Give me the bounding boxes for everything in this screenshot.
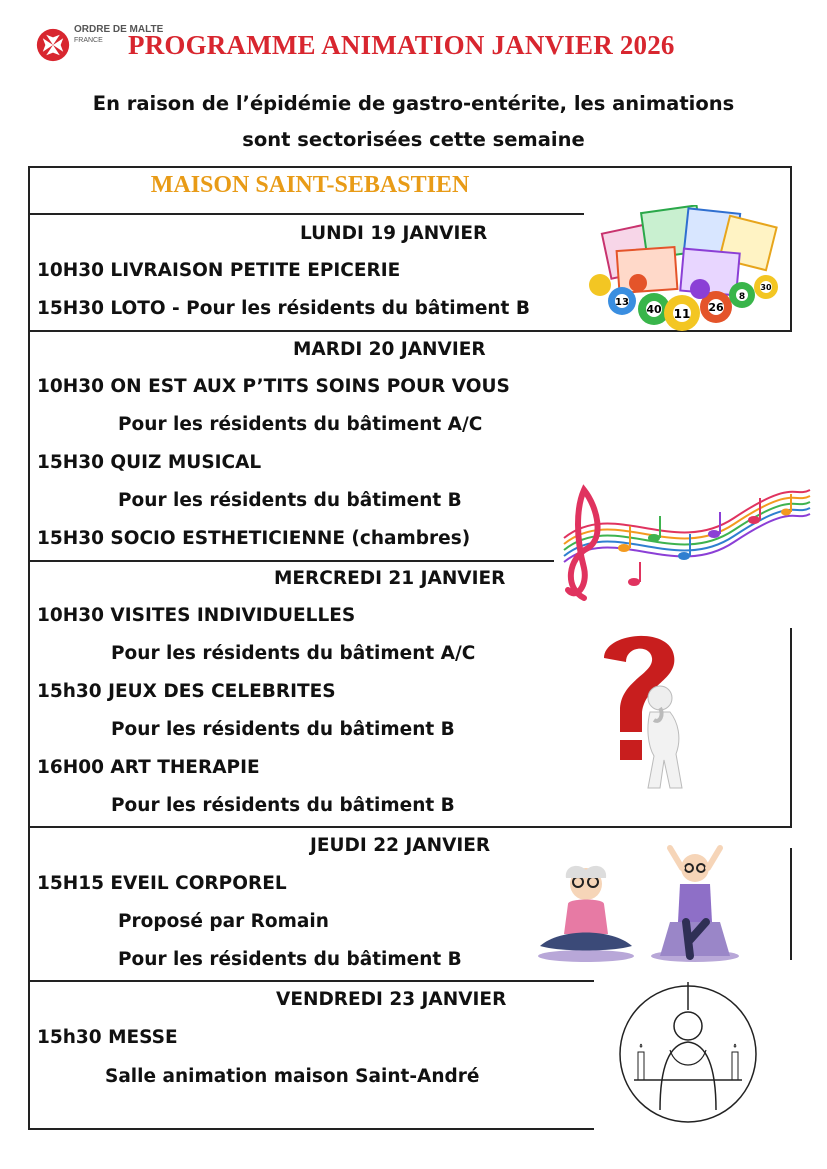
page-title: PROGRAMME ANIMATION JANVIER 2026 <box>128 30 675 60</box>
house-name: MAISON SAINT-SEBASTIEN <box>150 172 470 198</box>
ball-number: 40 <box>646 303 662 316</box>
divider-jeudi <box>28 826 792 828</box>
logo-country: FRANCE <box>74 37 103 44</box>
activity: 10H30 ON EST AUX P’TITS SOINS POUR VOUS <box>37 376 510 397</box>
activity: 15H30 LOTO - Pour les résidents du bâtiment B <box>37 298 530 319</box>
activity: 15H15 EVEIL CORPOREL <box>37 873 287 894</box>
activity: 10H30 VISITES INDIVIDUELLES <box>37 605 356 626</box>
notice-line-2: sont sectorisées cette semaine <box>242 128 585 151</box>
ball-number: 11 <box>673 307 691 321</box>
activity-detail: Pour les résidents du bâtiment B <box>118 490 462 511</box>
frame-left <box>28 166 30 1130</box>
frame-bottom <box>28 1128 594 1130</box>
ball-number: 8 <box>738 292 746 302</box>
logo-name: ORDRE DE MALTE <box>74 24 164 35</box>
activity: 15h30 MESSE <box>37 1027 178 1048</box>
activity-detail: Pour les résidents du bâtiment B <box>111 719 455 740</box>
divider-house <box>28 213 584 215</box>
frame-top <box>28 166 792 168</box>
ball-number: 30 <box>760 283 772 292</box>
day-heading: LUNDI 19 JANVIER <box>300 223 488 244</box>
frame-right-1 <box>790 166 792 331</box>
frame-right-3 <box>790 848 792 960</box>
day-heading: JEUDI 22 JANVIER <box>310 835 491 856</box>
activity-detail: Proposé par Romain <box>118 911 329 932</box>
activity: 15H30 SOCIO ESTHETICIENNE (chambres) <box>37 528 471 549</box>
notice-line-1: En raison de l’épidémie de gastro-entérite, les animations <box>92 92 735 115</box>
activity-detail: Pour les résidents du bâtiment A/C <box>118 414 483 435</box>
music-notes-illustration <box>554 478 812 610</box>
divider-vendredi <box>28 980 594 982</box>
activity-detail: Pour les résidents du bâtiment B <box>111 795 455 816</box>
maltese-cross-icon <box>36 28 70 62</box>
loto-illustration <box>584 205 784 343</box>
notice <box>0 86 827 158</box>
activity-detail: Salle animation maison Saint-André <box>105 1066 480 1087</box>
activity-detail: Pour les résidents du bâtiment A/C <box>111 643 476 664</box>
activity: 15h30 JEUX DES CELEBRITES <box>37 681 336 702</box>
mass-priest-illustration <box>604 980 772 1128</box>
yoga-seniors-illustration <box>530 842 748 964</box>
activity: 16H00 ART THERAPIE <box>37 757 260 778</box>
activity: 15H30 QUIZ MUSICAL <box>37 452 262 473</box>
frame-right-2 <box>790 628 792 828</box>
activity: 10H30 LIVRAISON PETITE EPICERIE <box>37 260 401 281</box>
day-heading: MARDI 20 JANVIER <box>293 339 486 360</box>
ball-number: 13 <box>615 297 629 308</box>
question-mark-illustration <box>590 628 702 794</box>
ball-number: 26 <box>708 301 724 314</box>
activity-detail: Pour les résidents du bâtiment B <box>118 949 462 970</box>
day-heading: MERCREDI 21 JANVIER <box>274 568 506 589</box>
divider-mercredi <box>28 560 554 562</box>
day-heading: VENDREDI 23 JANVIER <box>276 989 507 1010</box>
